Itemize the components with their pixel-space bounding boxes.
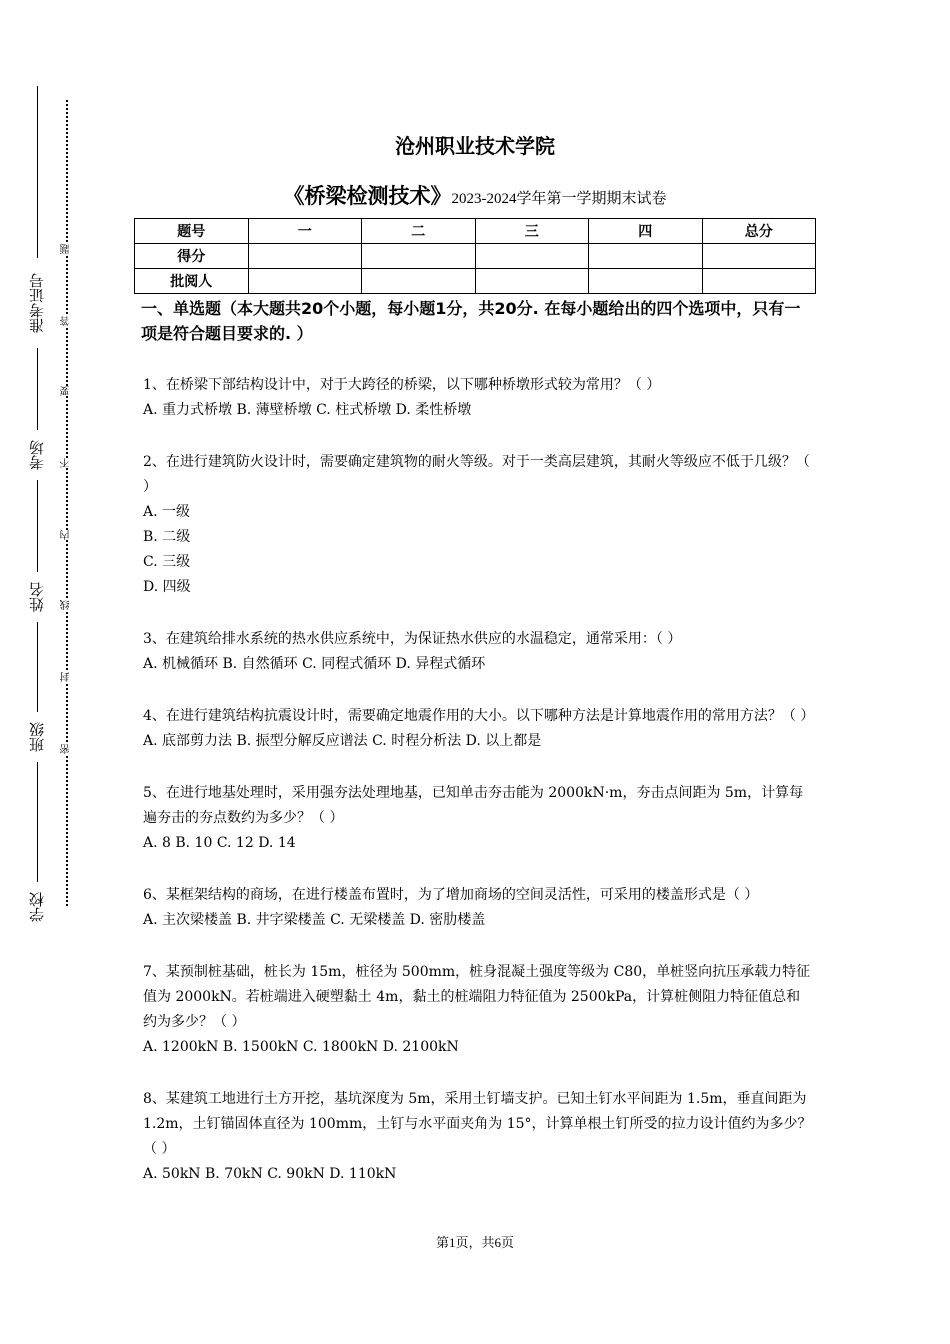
question-stem: 2、在进行建筑防火设计时，需要确定建筑物的耐火等级。对于一类高层建筑，其耐火等级应不低于几级？（ ） xyxy=(143,454,810,495)
question-stem: 1、在桥梁下部结构设计中，对于大跨径的桥梁，以下哪种桥墩形式较为常用？（ ） xyxy=(143,377,661,393)
score-table-row-label: 得分 xyxy=(135,244,249,269)
grader-cell xyxy=(475,269,589,294)
question-option: C. 三级 xyxy=(143,554,191,570)
score-table-row xyxy=(135,244,816,269)
seal-char: 封 xyxy=(61,672,72,682)
score-cell xyxy=(589,244,703,269)
question-option: A. 一级 xyxy=(143,504,191,520)
question-options: A. 8 B. 10 C. 12 D. 14 xyxy=(143,835,296,851)
seal-char: 答 xyxy=(61,316,72,326)
question-options: A. 机械循环 B. 自然循环 C. 同程式循环 D. 异程式循环 xyxy=(143,656,486,672)
score-cell xyxy=(475,244,589,269)
question-options: A. 重力式桥墩 B. 薄壁桥墩 C. 柱式桥墩 D. 柔性桥墩 xyxy=(143,402,472,418)
score-table-header-row xyxy=(135,219,816,244)
school-name: 沧州职业技术学院 xyxy=(395,134,555,158)
section-heading: 一、单选题（本大题共20个小题，每小题1分，共20分. 在每小题给出的四个选项中，只有一项是符合题目要求的. ） xyxy=(141,299,801,343)
seal-char: 内 xyxy=(61,530,72,540)
question xyxy=(143,704,813,754)
binding-field-exam-number: 准考证号 xyxy=(22,258,52,348)
binding-field-class: 班级 xyxy=(22,712,52,762)
question xyxy=(143,373,813,423)
question-option: D. 四级 xyxy=(143,579,191,595)
question xyxy=(143,627,813,677)
score-table-header-cell: 总分 xyxy=(702,219,816,244)
question-stem: 3、在建筑给排水系统的热水供应系统中，为保证热水供应的水温稳定，通常采用：（ ） xyxy=(143,631,682,647)
page-number: 第1页，共6页 xyxy=(435,1235,514,1250)
question-options: A. 底部剪力法 B. 振型分解反应谱法 C. 时程分析法 D. 以上都是 xyxy=(143,733,542,749)
score-table xyxy=(134,218,816,294)
score-cell xyxy=(362,244,476,269)
grader-cell xyxy=(702,269,816,294)
question-stem: 6、某框架结构的商场，在进行楼盖布置时，为了增加商场的空间灵活性，可采用的楼盖形式是（ ） xyxy=(143,887,759,903)
grader-cell xyxy=(589,269,703,294)
question-option: B. 二级 xyxy=(143,529,191,545)
question-stem: 5、在进行地基处理时，采用强夯法处理地基，已知单击夯击能为 2000kN·m，夯击点间距为 5m，计算每遍夯击的夯点数约为多少？（ ） xyxy=(143,785,804,826)
course-title: 《桥梁检测技术》 xyxy=(283,184,452,208)
term-label: 2023-2024学年第一学期期末试卷 xyxy=(451,191,667,207)
score-table-header-cell: 四 xyxy=(589,219,703,244)
score-table-header-cell: 一 xyxy=(248,219,362,244)
question xyxy=(143,960,813,1060)
grader-cell xyxy=(362,269,476,294)
seal-char: 题 xyxy=(61,244,72,254)
question-stem: 4、在进行建筑结构抗震设计时，需要确定地震作用的大小。以下哪种方法是计算地震作用的常用方法？（ ） xyxy=(143,708,815,724)
exam-title xyxy=(0,180,950,210)
score-table-row-label: 批阅人 xyxy=(135,269,249,294)
seal-char: 线 xyxy=(61,600,72,610)
binding-field-name: 姓名 xyxy=(22,572,52,622)
score-cell xyxy=(702,244,816,269)
score-table-header-cell: 题号 xyxy=(135,219,249,244)
grader-cell xyxy=(248,269,362,294)
question-options: A. 主次梁楼盖 B. 井字梁楼盖 C. 无梁楼盖 D. 密肋楼盖 xyxy=(143,912,486,928)
question xyxy=(143,883,813,933)
question-stem: 7、某预制桩基础，桩长为 15m，桩径为 500mm，桩身混凝土强度等级为 C80，单桩竖向抗压承载力特征值为 2000kN。若桩端进入硬塑黏土 4m，黏土的桩端阻力特征值为 2500kPa，计算桩侧阻力特征值总和约为多少？（ ） xyxy=(143,964,811,1030)
seal-char: 不 xyxy=(61,458,72,468)
score-table-header-cell: 三 xyxy=(475,219,589,244)
question xyxy=(143,781,813,856)
question-stem: 8、某建筑工地进行土方开挖，基坑深度为 5m，采用土钉墙支护。已知土钉水平间距为 1.5m，垂直间距为 1.2m，土钉锚固体直径为 100mm，土钉与水平面夹角为 15°，计算单根土钉所受的拉力设计值约为多少？（ ） xyxy=(143,1091,812,1157)
question-options: A. 50kN B. 70kN C. 90kN D. 110kN xyxy=(143,1166,397,1182)
question-options: A. 1200kN B. 1500kN C. 1800kN D. 2100kN xyxy=(143,1039,459,1055)
question xyxy=(143,450,813,600)
score-cell xyxy=(248,244,362,269)
score-table-row xyxy=(135,269,816,294)
binding-field-school: 学校 xyxy=(22,882,52,932)
seal-char: 密 xyxy=(61,744,72,754)
score-table-header-cell: 二 xyxy=(362,219,476,244)
binding-field-exam-room: 考场 xyxy=(22,430,52,480)
question xyxy=(143,1087,813,1187)
exam-content xyxy=(143,296,813,1187)
binding-dotted-line xyxy=(66,100,68,906)
seal-char: 要 xyxy=(61,386,72,396)
